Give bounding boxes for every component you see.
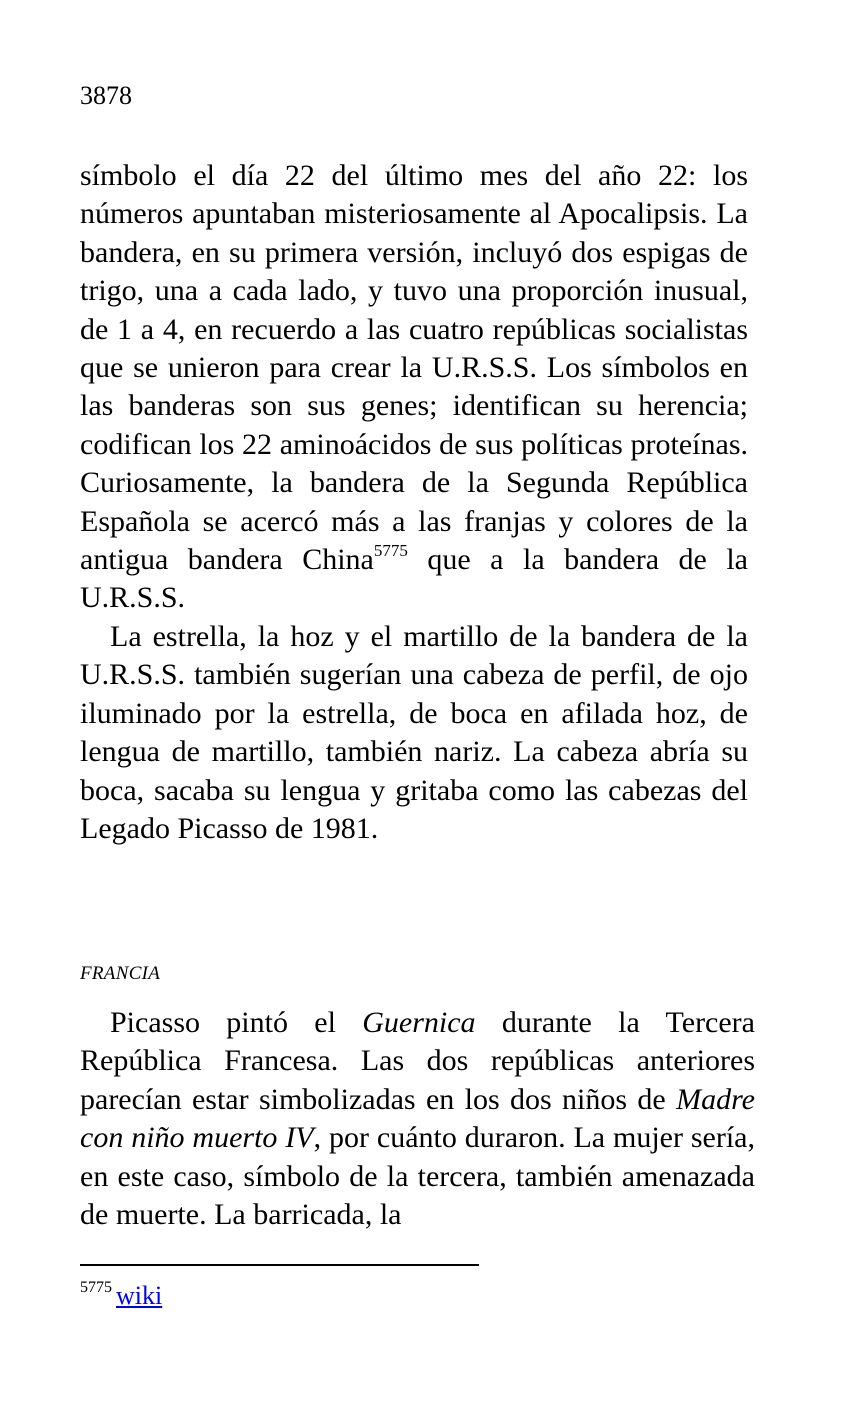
footnote <box>80 1280 162 1312</box>
paragraph-3-part-3: , por cuánto duraron. La mujer sería, en este caso, símbolo de la tercera, también amenazada de muerte. La barricada, la <box>80 1121 755 1232</box>
paragraph-3-part-1: Picasso pintó el <box>110 1006 363 1039</box>
footnote-number: 5775 <box>80 1279 112 1296</box>
footnote-reference[interactable]: 5775 <box>373 541 408 561</box>
body-text-top <box>80 157 748 848</box>
artwork-title-guernica: Guernica <box>362 1006 476 1039</box>
paragraph-1-text-after: que a la bandera de la U.R.S.S. <box>80 543 748 615</box>
paragraph-3-part-2: durante la Tercera República Francesa. Las dos repúblicas anteriores parecían estar simbolizadas en los dos niños de <box>80 1006 755 1116</box>
footnote-link[interactable]: wiki <box>116 1281 163 1310</box>
footnote-divider <box>80 1264 479 1266</box>
artwork-title-madre: Madre con niño muerto IV <box>80 1082 755 1155</box>
page-number: 3878 <box>80 81 132 110</box>
paragraph-2: La estrella, la hoz y el martillo de la bandera de la U.R.S.S. también sugerían una cabeza de perfil, de ojo iluminado por la estrella, de boca en afilada hoz, de lengua de martillo, también nariz. La cabeza abría su boca, sacaba su lengua y gritaba como las cabezas del Legado Picasso de 1981. <box>80 619 748 845</box>
paragraph-3 <box>80 1004 755 1234</box>
body-text-bottom <box>80 1004 755 1234</box>
paragraph-1-text: símbolo el día 22 del último mes del año 22: los números apuntaban misteriosamente al Apocalipsis. La bandera, en su primera versión, incluyó dos espigas de trigo, una a cada lado, y tuvo una proporción inusual, de 1 a 4, en recuerdo a las cuatro repúblicas socialistas que se unieron para crear la U.R.S.S. Los símbolos en las banderas son sus genes; identifican su herencia; codifican los 22 aminoácidos de sus políticas proteínas. Curiosamente, la bandera de la Segunda República Española se acercó más a las franjas y colores de la antigua bandera China <box>80 159 748 577</box>
section-heading: FRANCIA <box>80 963 161 984</box>
paragraph-1 <box>80 157 748 618</box>
